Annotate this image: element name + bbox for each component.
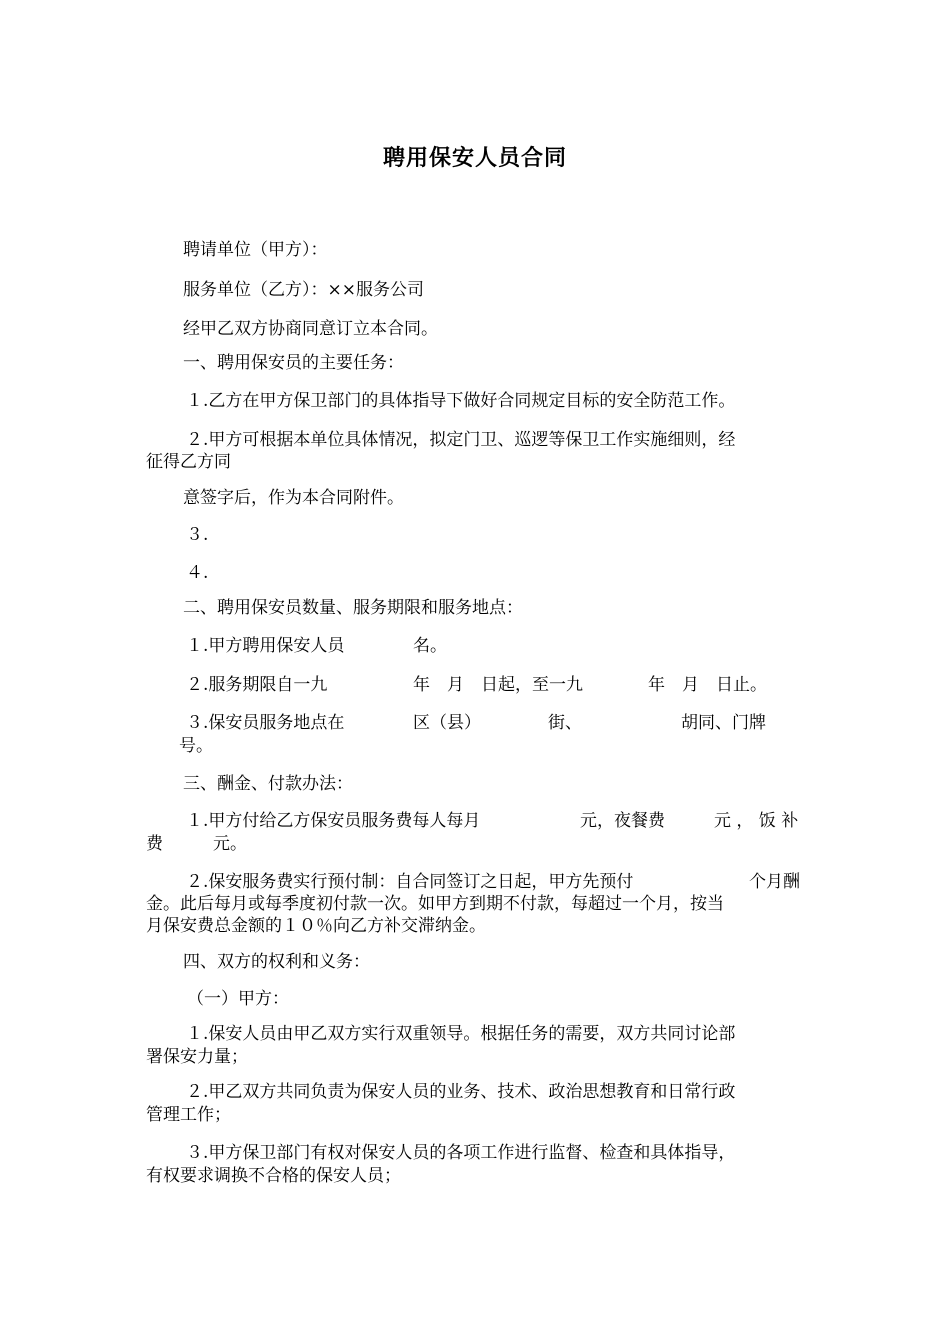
- party-a-heading: （一）甲方：: [187, 989, 289, 1009]
- clause-1-1: １.乙方在甲方保卫部门的具体指导下做好合同规定目标的安全防范工作。: [186, 391, 736, 411]
- clause-1-2: ２.甲方可根据本单位具体情况，拟定门卫、巡逻等保卫工作实施细则，经: [186, 430, 736, 450]
- clause-2-2-start: 年 月 日起，至一九: [413, 675, 583, 695]
- clause-4-1: １.保安人员由甲乙双方实行双重领导。根据任务的需要，双方共同讨论部: [186, 1024, 736, 1044]
- employer-line: 聘请单位（甲方）：: [183, 240, 328, 260]
- clause-3-1-cont2: 元。: [213, 834, 247, 854]
- agreement-line: 经甲乙双方协商同意订立本合同。: [183, 319, 438, 339]
- clause-4-1-cont: 署保安力量；: [146, 1047, 248, 1067]
- clause-2-3-district: 区（县）: [413, 713, 481, 733]
- clause-3-1-meal: 元，夜餐费: [580, 811, 665, 831]
- clause-2-1-text: １.甲方聘用保安人员: [186, 636, 345, 656]
- clause-3-2-cont2: 月保安费总金额的１０％向乙方补交滞纳金。: [146, 916, 486, 936]
- clause-2-3-number: 号。: [179, 736, 213, 756]
- clause-1-2-cont2: 意签字后，作为本合同附件。: [183, 488, 404, 508]
- clause-4-3: ３.甲方保卫部门有权对保安人员的各项工作进行监督、检查和具体指导，: [186, 1143, 736, 1163]
- clause-1-4: ４.: [186, 563, 209, 583]
- service-unit-line: 服务单位（乙方）：××服务公司: [183, 280, 424, 300]
- section-2-heading: 二、聘用保安员数量、服务期限和服务地点：: [183, 598, 523, 618]
- clause-2-1-unit: 名。: [413, 636, 447, 656]
- clause-2-3: ３.保安员服务地点在: [186, 713, 345, 733]
- clause-3-1-subsidy: 元 ， 饭 补: [714, 811, 799, 831]
- clause-4-2: ２.甲乙双方共同负责为保安人员的业务、技术、政治思想教育和日常行政: [186, 1082, 736, 1102]
- section-3-heading: 三、酬金、付款办法：: [183, 774, 353, 794]
- clause-2-2-end: 年 月 日止。: [648, 675, 767, 695]
- clause-2-2: ２.服务期限自一九: [186, 675, 328, 695]
- clause-1-3: ３.: [186, 525, 209, 545]
- clause-2-3-alley: 胡同、门牌: [681, 713, 766, 733]
- section-1-heading: 一、聘用保安员的主要任务：: [183, 353, 404, 373]
- clause-2-1: [186, 635, 344, 657]
- clause-3-2-months: 个月酬: [749, 872, 800, 892]
- page-title: 聘用保安人员合同: [382, 146, 567, 171]
- clause-3-1: １.甲方付给乙方保安员服务费每人每月: [186, 811, 481, 831]
- clause-1-2-cont: 征得乙方同: [146, 452, 231, 472]
- section-4-heading: 四、双方的权利和义务：: [183, 952, 370, 972]
- clause-3-1-cont: 费: [146, 834, 163, 854]
- clause-4-3-cont: 有权要求调换不合格的保安人员；: [146, 1166, 401, 1186]
- clause-3-2: ２.保安服务费实行预付制：自合同签订之日起，甲方先预付: [186, 872, 634, 892]
- clause-2-3-street: 街、: [548, 713, 582, 733]
- clause-3-2-cont: 金。此后每月或每季度初付款一次。如甲方到期不付款，每超过一个月，按当: [146, 894, 724, 914]
- clause-4-2-cont: 管理工作；: [146, 1105, 231, 1125]
